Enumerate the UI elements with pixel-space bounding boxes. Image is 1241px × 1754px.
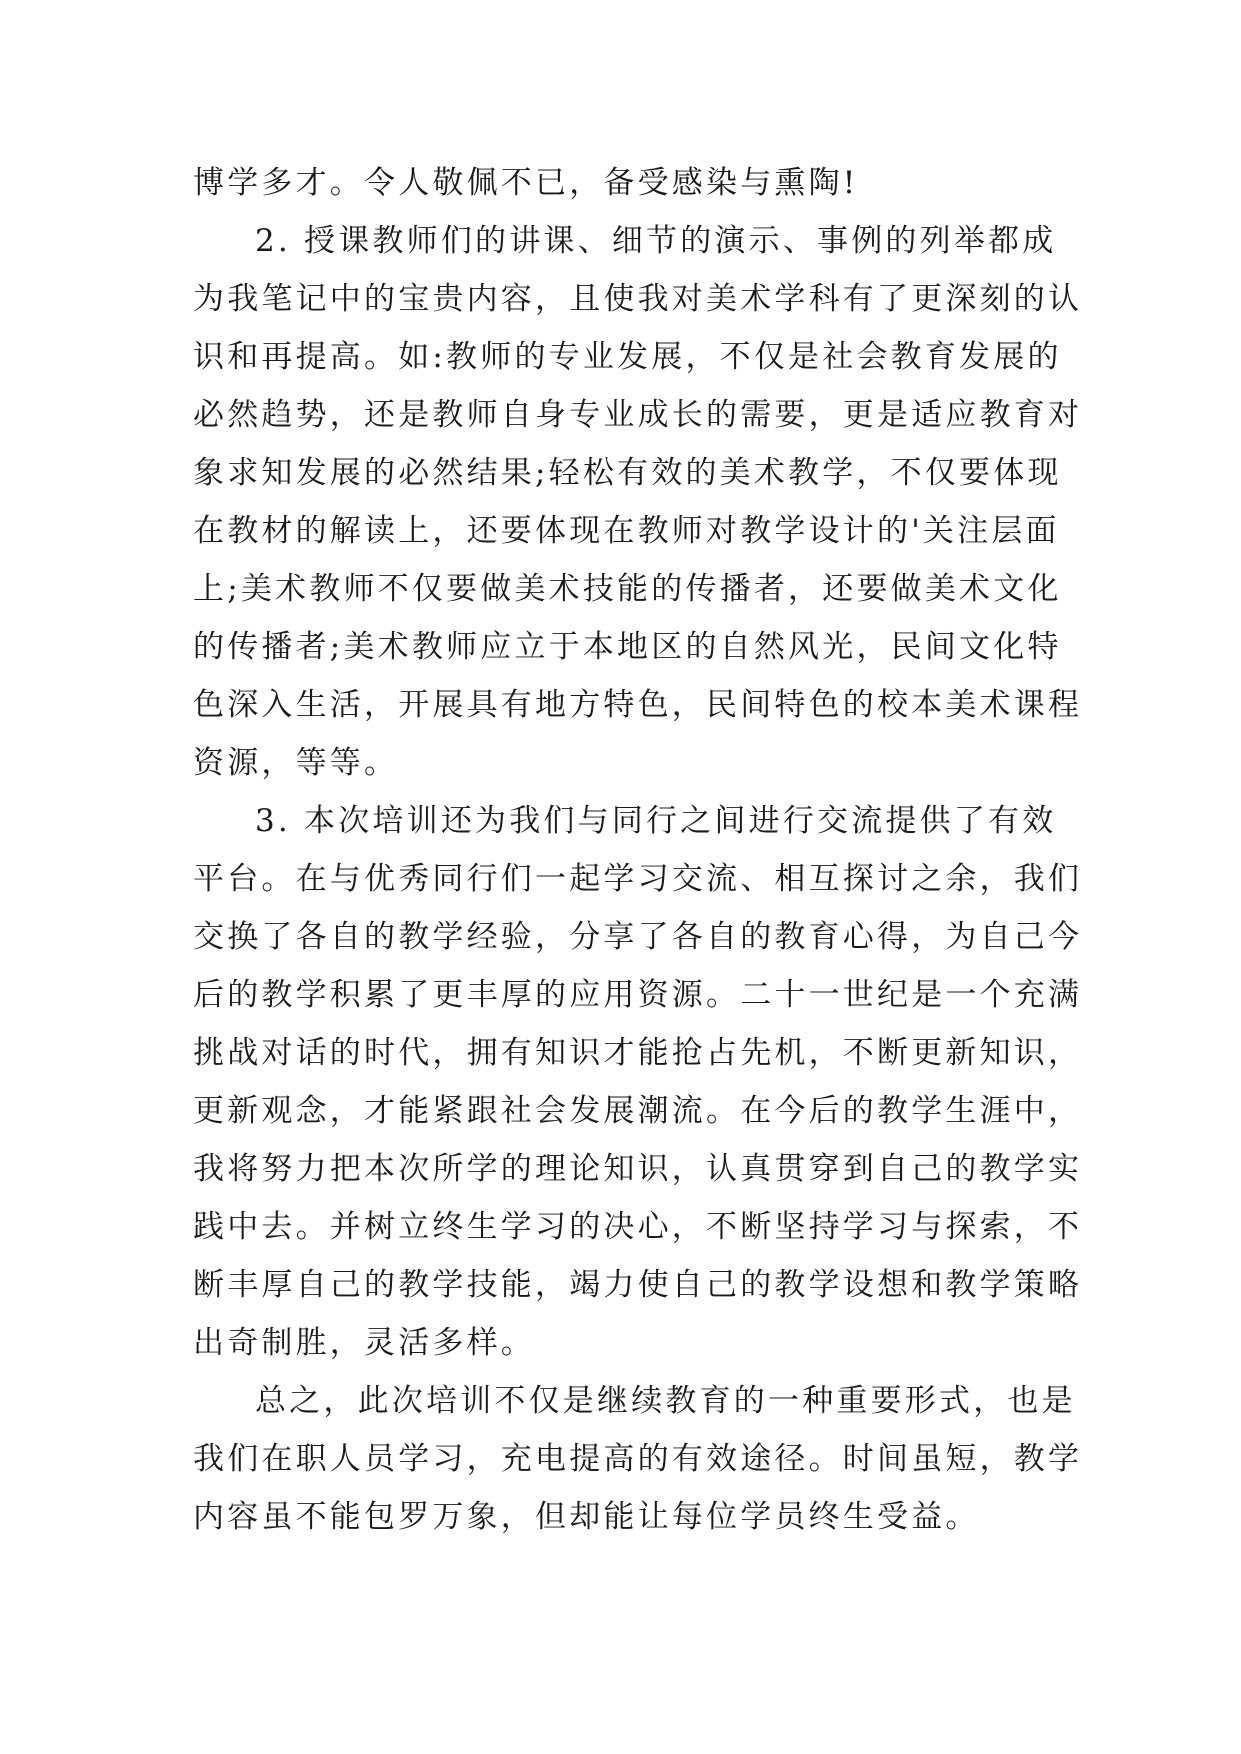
text-line: 断丰厚自己的教学技能，竭力使自己的教学设想和教学策略 [193,1267,1083,1303]
text-line: 象求知发展的必然结果;轻松有效的美术教学，不仅要体现 [193,455,1062,491]
text-line: 资源，等等。 [193,745,399,781]
text-line: 践中去。并树立终生学习的决心，不断坚持学习与探索，不 [193,1209,1083,1245]
paragraph-start-line: 3. 本次培训还为我们与同行之间进行交流提供了有效 [255,803,1057,839]
text-line: 后的教学积累了更丰厚的应用资源。二十一世纪是一个充满 [193,977,1083,1013]
text-line: 博学多才。令人敬佩不已，备受感染与熏陶! [193,165,859,201]
paragraph-start-line: 2. 授课教师们的讲课、细节的演示、事例的列举都成 [255,223,1057,259]
text-line: 更新观念，才能紧跟社会发展潮流。在今后的教学生涯中， [193,1093,1083,1129]
text-line: 出奇制胜，灵活多样。 [193,1325,535,1361]
text-line: 色深入生活，开展具有地方特色，民间特色的校本美术课程 [193,687,1083,723]
paragraph-start-line: 总之，此次培训不仅是继续教育的一种重要形式，也是 [255,1383,1076,1419]
text-line: 上;美术教师不仅要做美术技能的传播者，还要做美术文化 [193,571,1062,607]
text-line: 必然趋势，还是教师自身专业成长的需要，更是适应教育对 [193,397,1083,433]
text-line: 交换了各自的教学经验，分享了各自的教育心得，为自己今 [193,919,1083,955]
text-line: 识和再提高。如:教师的专业发展，不仅是社会教育发展的 [193,339,1062,375]
text-line: 我将努力把本次所学的理论知识，认真贯穿到自己的教学实 [193,1151,1083,1187]
text-line: 内容虽不能包罗万象，但却能让每位学员终生受益。 [193,1499,980,1535]
text-line: 挑战对话的时代，拥有知识才能抢占先机，不断更新知识， [193,1035,1083,1071]
text-line: 为我笔记中的宝贵内容，且使我对美术学科有了更深刻的认 [193,281,1083,317]
text-line: 的传播者;美术教师应立于本地区的自然风光，民间文化特 [193,629,1062,665]
text-line: 在教材的解读上，还要体现在教师对教学设计的'关注层面 [193,513,1060,549]
text-line: 我们在职人员学习，充电提高的有效途径。时间虽短，教学 [193,1441,1083,1477]
text-line: 平台。在与优秀同行们一起学习交流、相互探讨之余，我们 [193,861,1083,897]
